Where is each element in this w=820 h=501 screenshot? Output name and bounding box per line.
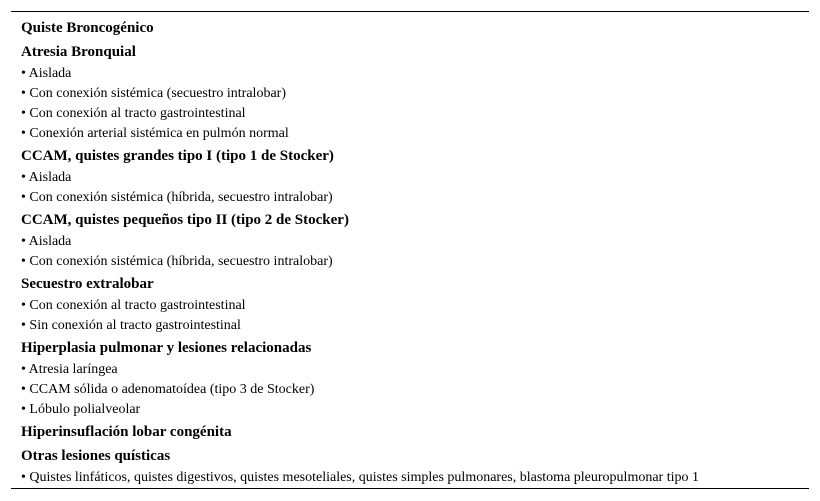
section-heading: Secuestro extralobar xyxy=(21,276,154,292)
list-item: • Quistes linfáticos, quistes digestivos, quistes mesoteliales, quistes simples pulmonares, blastoma pleuropulmonar tipo 1 xyxy=(21,470,699,485)
list-item: • Aislada xyxy=(21,170,72,185)
table-content xyxy=(11,12,809,488)
classification-table xyxy=(11,11,809,489)
list-item: • Atresia laríngea xyxy=(21,362,118,377)
list-item: • Con conexión al tracto gastrointestinal xyxy=(21,106,246,121)
list-item: • Aislada xyxy=(21,234,72,249)
section-heading: Atresia Bronquial xyxy=(21,44,136,60)
list-item: • Con conexión al tracto gastrointestinal xyxy=(21,298,246,313)
list-item: • Con conexión sistémica (secuestro intralobar) xyxy=(21,86,286,101)
list-item: • Lóbulo polialveolar xyxy=(21,402,141,417)
section-heading: Hiperinsuflación lobar congénita xyxy=(21,424,232,440)
section-heading: Quiste Broncogénico xyxy=(21,20,154,36)
list-item: • Conexión arterial sistémica en pulmón normal xyxy=(21,126,289,141)
list-item: • CCAM sólida o adenomatoídea (tipo 3 de Stocker) xyxy=(21,382,315,397)
list-item: • Aislada xyxy=(21,66,72,81)
section-heading: CCAM, quistes pequeños tipo II (tipo 2 de Stocker) xyxy=(21,212,349,228)
list-item: • Sin conexión al tracto gastrointestinal xyxy=(21,318,241,333)
section-heading: Otras lesiones quísticas xyxy=(21,448,171,464)
section-heading: CCAM, quistes grandes tipo I (tipo 1 de Stocker) xyxy=(21,148,334,164)
list-item: • Con conexión sistémica (híbrida, secuestro intralobar) xyxy=(21,254,333,269)
section-heading: Hiperplasia pulmonar y lesiones relacionadas xyxy=(21,340,312,356)
list-item: • Con conexión sistémica (híbrida, secuestro intralobar) xyxy=(21,190,333,205)
